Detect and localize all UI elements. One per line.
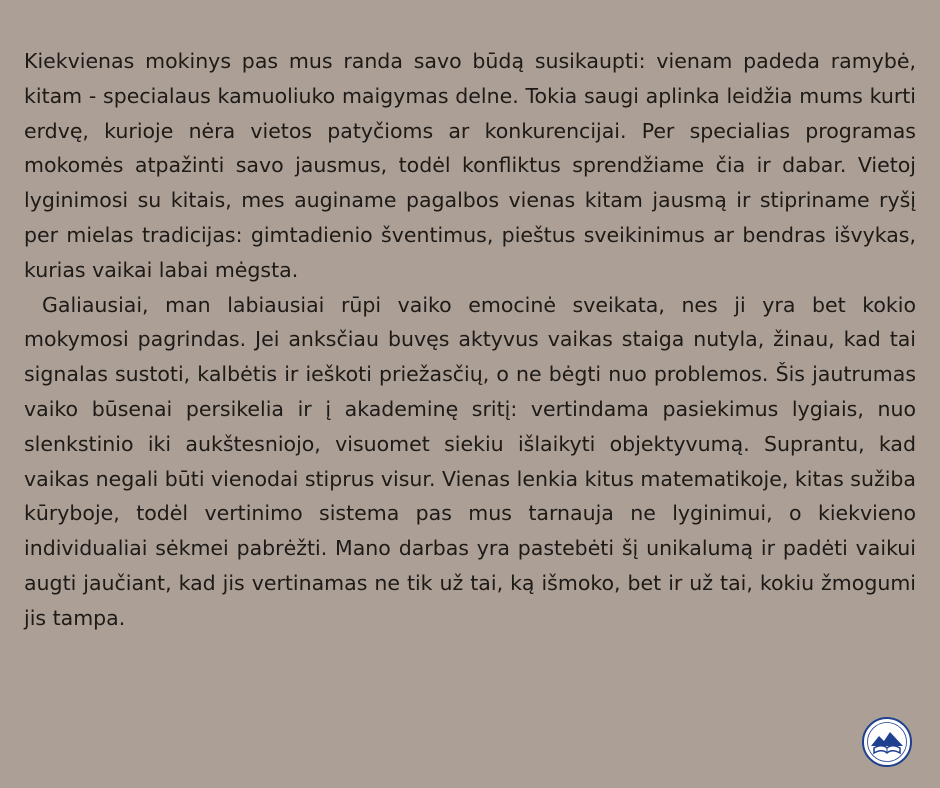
article-text [24, 44, 916, 636]
paragraph-2: Galiausiai, man labiausiai rūpi vaiko emocinė sveikata, nes ji yra bet kokio mokymosi pagrindas. Jei anksčiau buvęs aktyvus vaikas staiga nutyla, žinau, kad tai signalas sustoti, kalbėtis ir ieškoti priežasčių, o ne bėgti nuo problemos. Šis jautrumas vaiko būsenai persikelia ir į akademinę sritį: vertindama pasiekimus lygiais, nuo slenkstinio iki aukštesniojo, visuomet siekiu išlaikyti objektyvumą. Suprantu, kad vaikas negali būti vienodai stiprus visur. Vienas lenkia kitus matematikoje, kitas sužiba kūryboje, todėl vertinimo sistema pas mus tarnauja ne lyginimui, o kiekvieno individualiai sėkmei pabrėžti. Mano darbas yra pastebėti šį unikalumą ir padėti vaikui augti jaučiant, kad jis vertinamas ne tik už tai, ką išmoko, bet ir už tai, kokiu žmogumi jis tampa. [24, 292, 916, 630]
paragraph-1: Kiekvienas mokinys pas mus randa savo būdą susikaupti: vienam padeda ramybė, kitam - specialaus kamuoliuko maigymas delne. Tokia saugi aplinka leidžia mums kurti erdvę, kurioje nėra vietos patyčioms ar konkurencijai. Per specialias programas mokomės atpažinti savo jausmus, todėl konfliktus sprendžiame čia ir dabar. Vietoj lyginimosi su kitais, mes auginame pagalbos vienas kitam jausmą ir stipriname ryšį per mielas tradicijas: gimtadienio šventimus, pieštus sveikinimus ar bendras išvykas, kurias vaikai labai mėgsta. [24, 49, 916, 282]
school-emblem-icon [862, 717, 912, 767]
